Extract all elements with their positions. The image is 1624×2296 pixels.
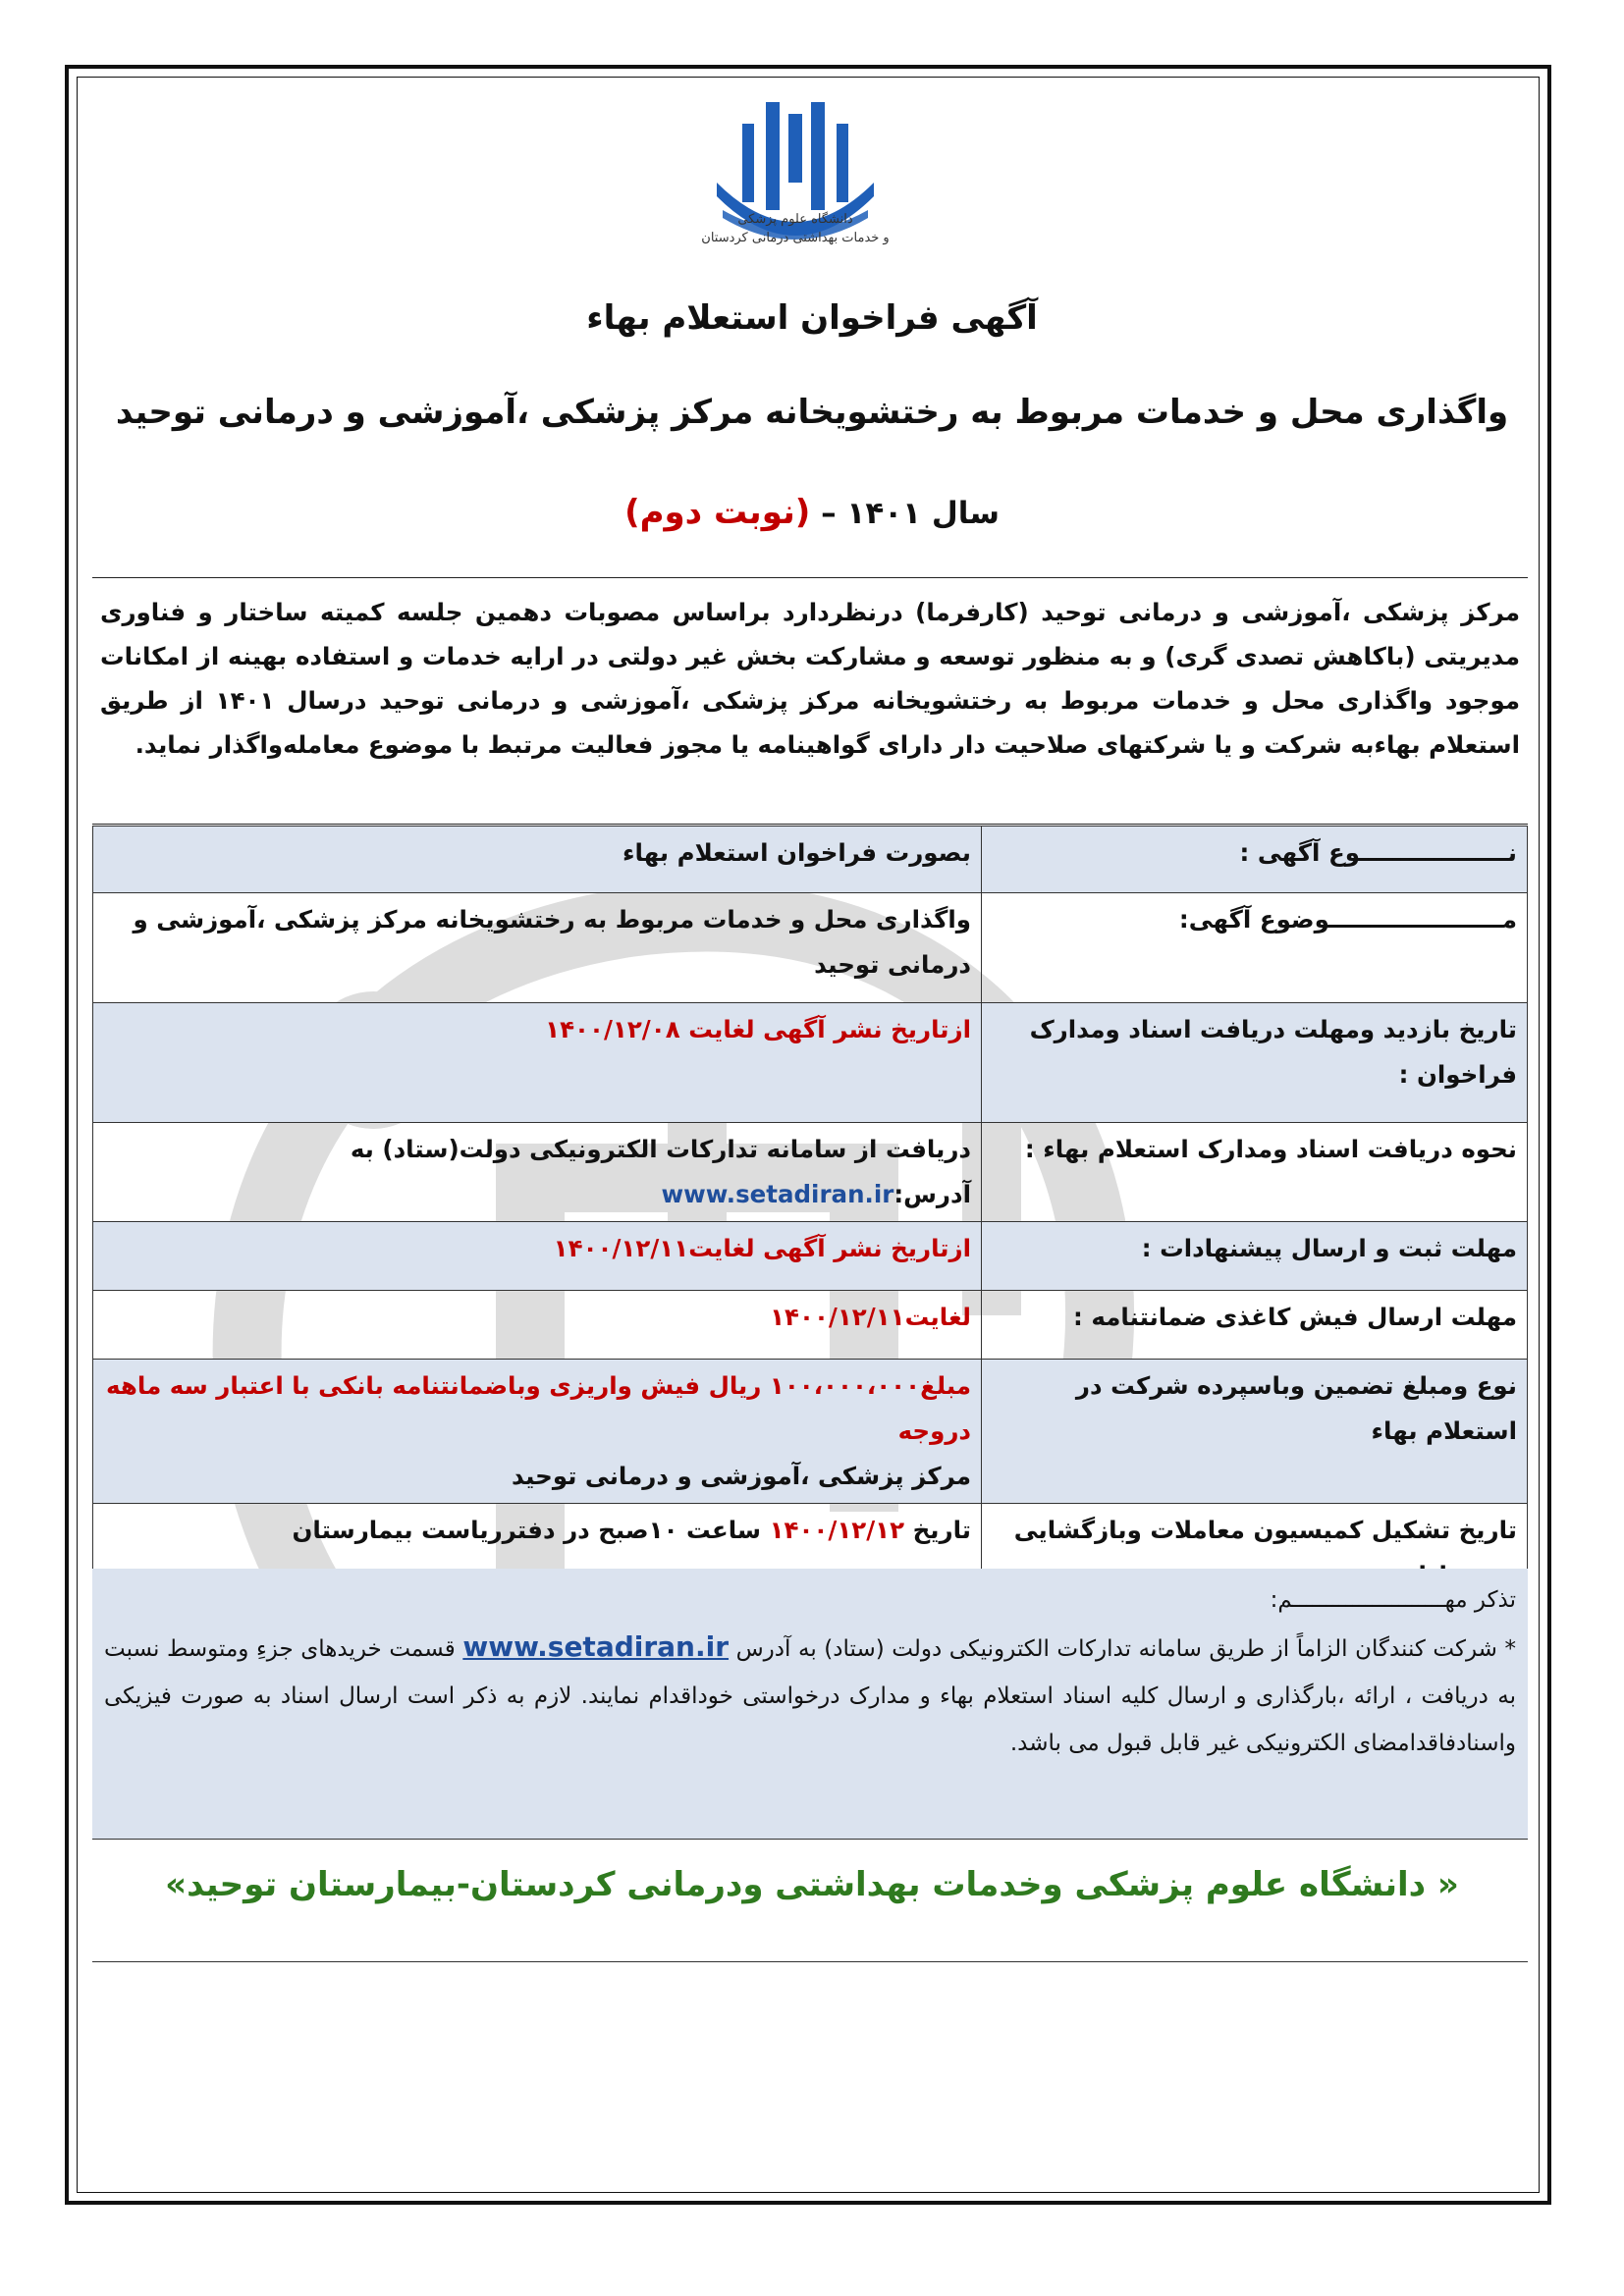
row-value-text: دریافت از سامانه تدارکات الکترونیکی دولت(ستاد) به آدرس:: [350, 1135, 971, 1208]
intro-paragraph: مرکز پزشکی ،آموزشی و درمانی توحید (کارفرما) درنظردارد براساس مصوبات دهمین جلسه کمیته ساختار و فناوری مدیریتی (باکاهش تصدی گری) و به منظور توسعه و مشارکت بخش غیر دولتی در ارایه خدمات و استفاده بهینه از امکانات موجود واگذاری محل و خدمات مربوط به رختشویخانه مرکز پزشکی ،آموزشی و درمانی توحید درسال ۱۴۰۱ از طریق استعلام بهاءبه شرکت و یا شرکتهای صلاحیت دار دارای گواهینامه یا مجوز فعالیت مرتبط با موضوع معامله‌واگذار نماید.: [92, 577, 1528, 825]
important-note: [92, 1569, 1528, 1840]
row-value: ازتاریخ نشر آگهی لغایت ۱۴۰۰/۱۲/۰۸: [93, 1003, 982, 1123]
table-row: [93, 1291, 1528, 1360]
setad-link[interactable]: www.setadiran.ir: [661, 1180, 894, 1208]
row-label: نحوه دریافت اسناد ومدارک استعلام بهاء :: [982, 1123, 1528, 1222]
row-label: مهلت ثبت و ارسال پیشنهادات :: [982, 1222, 1528, 1291]
logo-caption: [677, 211, 913, 248]
commission-date-prefix: تاریخ: [912, 1516, 971, 1544]
row-value: واگذاری محل و خدمات مربوط به رختشویخانه مرکز پزشکی ،آموزشی و درمانی توحید: [93, 893, 982, 1003]
row-value: ازتاریخ نشر آگهی لغایت۱۴۰۰/۱۲/۱۱: [93, 1222, 982, 1291]
row-value: [93, 1123, 982, 1222]
setad-link-note[interactable]: www.setadiran.ir: [462, 1630, 730, 1663]
footer-divider: [92, 1961, 1528, 1962]
note-body: [104, 1624, 1516, 1767]
row-label: تاریخ بازدید ومهلت دریافت اسناد ومدارک فراخوان :: [982, 1003, 1528, 1123]
table-row: [93, 827, 1528, 893]
logo-caption-line1: دانشگاه علوم پزشکی: [737, 212, 853, 227]
row-label: نوع ومبلغ تضمین وباسپرده شرکت در استعلام بهاء: [982, 1360, 1528, 1504]
guarantee-recipient: مرکز پزشکی ،آموزشی و درمانی توحید: [512, 1462, 971, 1490]
row-label: تاریخ تشکیل کمیسیون معاملات وبازگشایی: [982, 1504, 1528, 1629]
page-title: آگهی فراخوان استعلام بهاء: [586, 298, 1038, 338]
note-text-end: قسمت خریدهای جزءِ ومتوسط نسبت به دریافت ، ارائه ،بارگذاری و ارسال کلیه اسناد استعلام بهاء و مدارک درخواستی خوداقدام نمایند. لازم به ذکر است ارسال اسناد به صورت فیزیکی واسنادفاقدامضای الکترونیکی غیر قابل قبول می باشد.: [104, 1636, 1516, 1756]
row-label: مـــــــــــــــــــــوضوع آگهی:: [982, 893, 1528, 1003]
row-value: بصورت فراخوان استعلام بهاء: [93, 827, 982, 893]
table-row: [93, 1123, 1528, 1222]
year-text: سال ۱۴۰۱ –: [821, 496, 1000, 531]
commission-time-place: ساعت ۱۰صبح در دفترریاست بیمارستان: [292, 1516, 762, 1544]
info-table: [92, 826, 1528, 1629]
guarantee-amount: مبلغ۱۰۰،۰۰۰،۰۰۰ ریال فیش واریزی وباضمانتنامه بانکی با اعتبار سه ماهه دروجه: [106, 1371, 971, 1445]
round-text: (نوبت دوم): [624, 493, 811, 532]
table-row: [93, 1003, 1528, 1123]
year-round-line: [98, 493, 1526, 532]
footer-signature: « دانشگاه علوم پزشکی وخدمات بهداشتی ودرمانی کردستان-بیمارستان توحید»: [165, 1865, 1459, 1904]
row-label: نــــــــــــــــــوع آگهی :: [982, 827, 1528, 893]
row-label: مهلت ارسال فیش کاغذی ضمانتنامه :: [982, 1291, 1528, 1360]
note-heading: تذکر مهـــــــــــــــــــــــم:: [1270, 1587, 1516, 1613]
row-value: [93, 1360, 982, 1504]
commission-date: ۱۴۰۰/۱۲/۱۲: [769, 1516, 905, 1544]
table-row: [93, 1360, 1528, 1504]
note-text-start: * شرکت کنندگان الزاماً از طریق سامانه تدارکات الکترونیکی دولت (ستاد) به آدرس: [735, 1636, 1517, 1662]
page-subject: واگذاری محل و خدمات مربوط به رختشویخانه مرکز پزشکی ،آموزشی و درمانی توحید: [115, 393, 1509, 432]
row-value: لغایت۱۴۰۰/۱۲/۱۱: [93, 1291, 982, 1360]
logo-caption-line2: و خدمات بهداشتی درمانی کردستان: [701, 230, 890, 245]
table-row: [93, 893, 1528, 1003]
table-row: [93, 1222, 1528, 1291]
